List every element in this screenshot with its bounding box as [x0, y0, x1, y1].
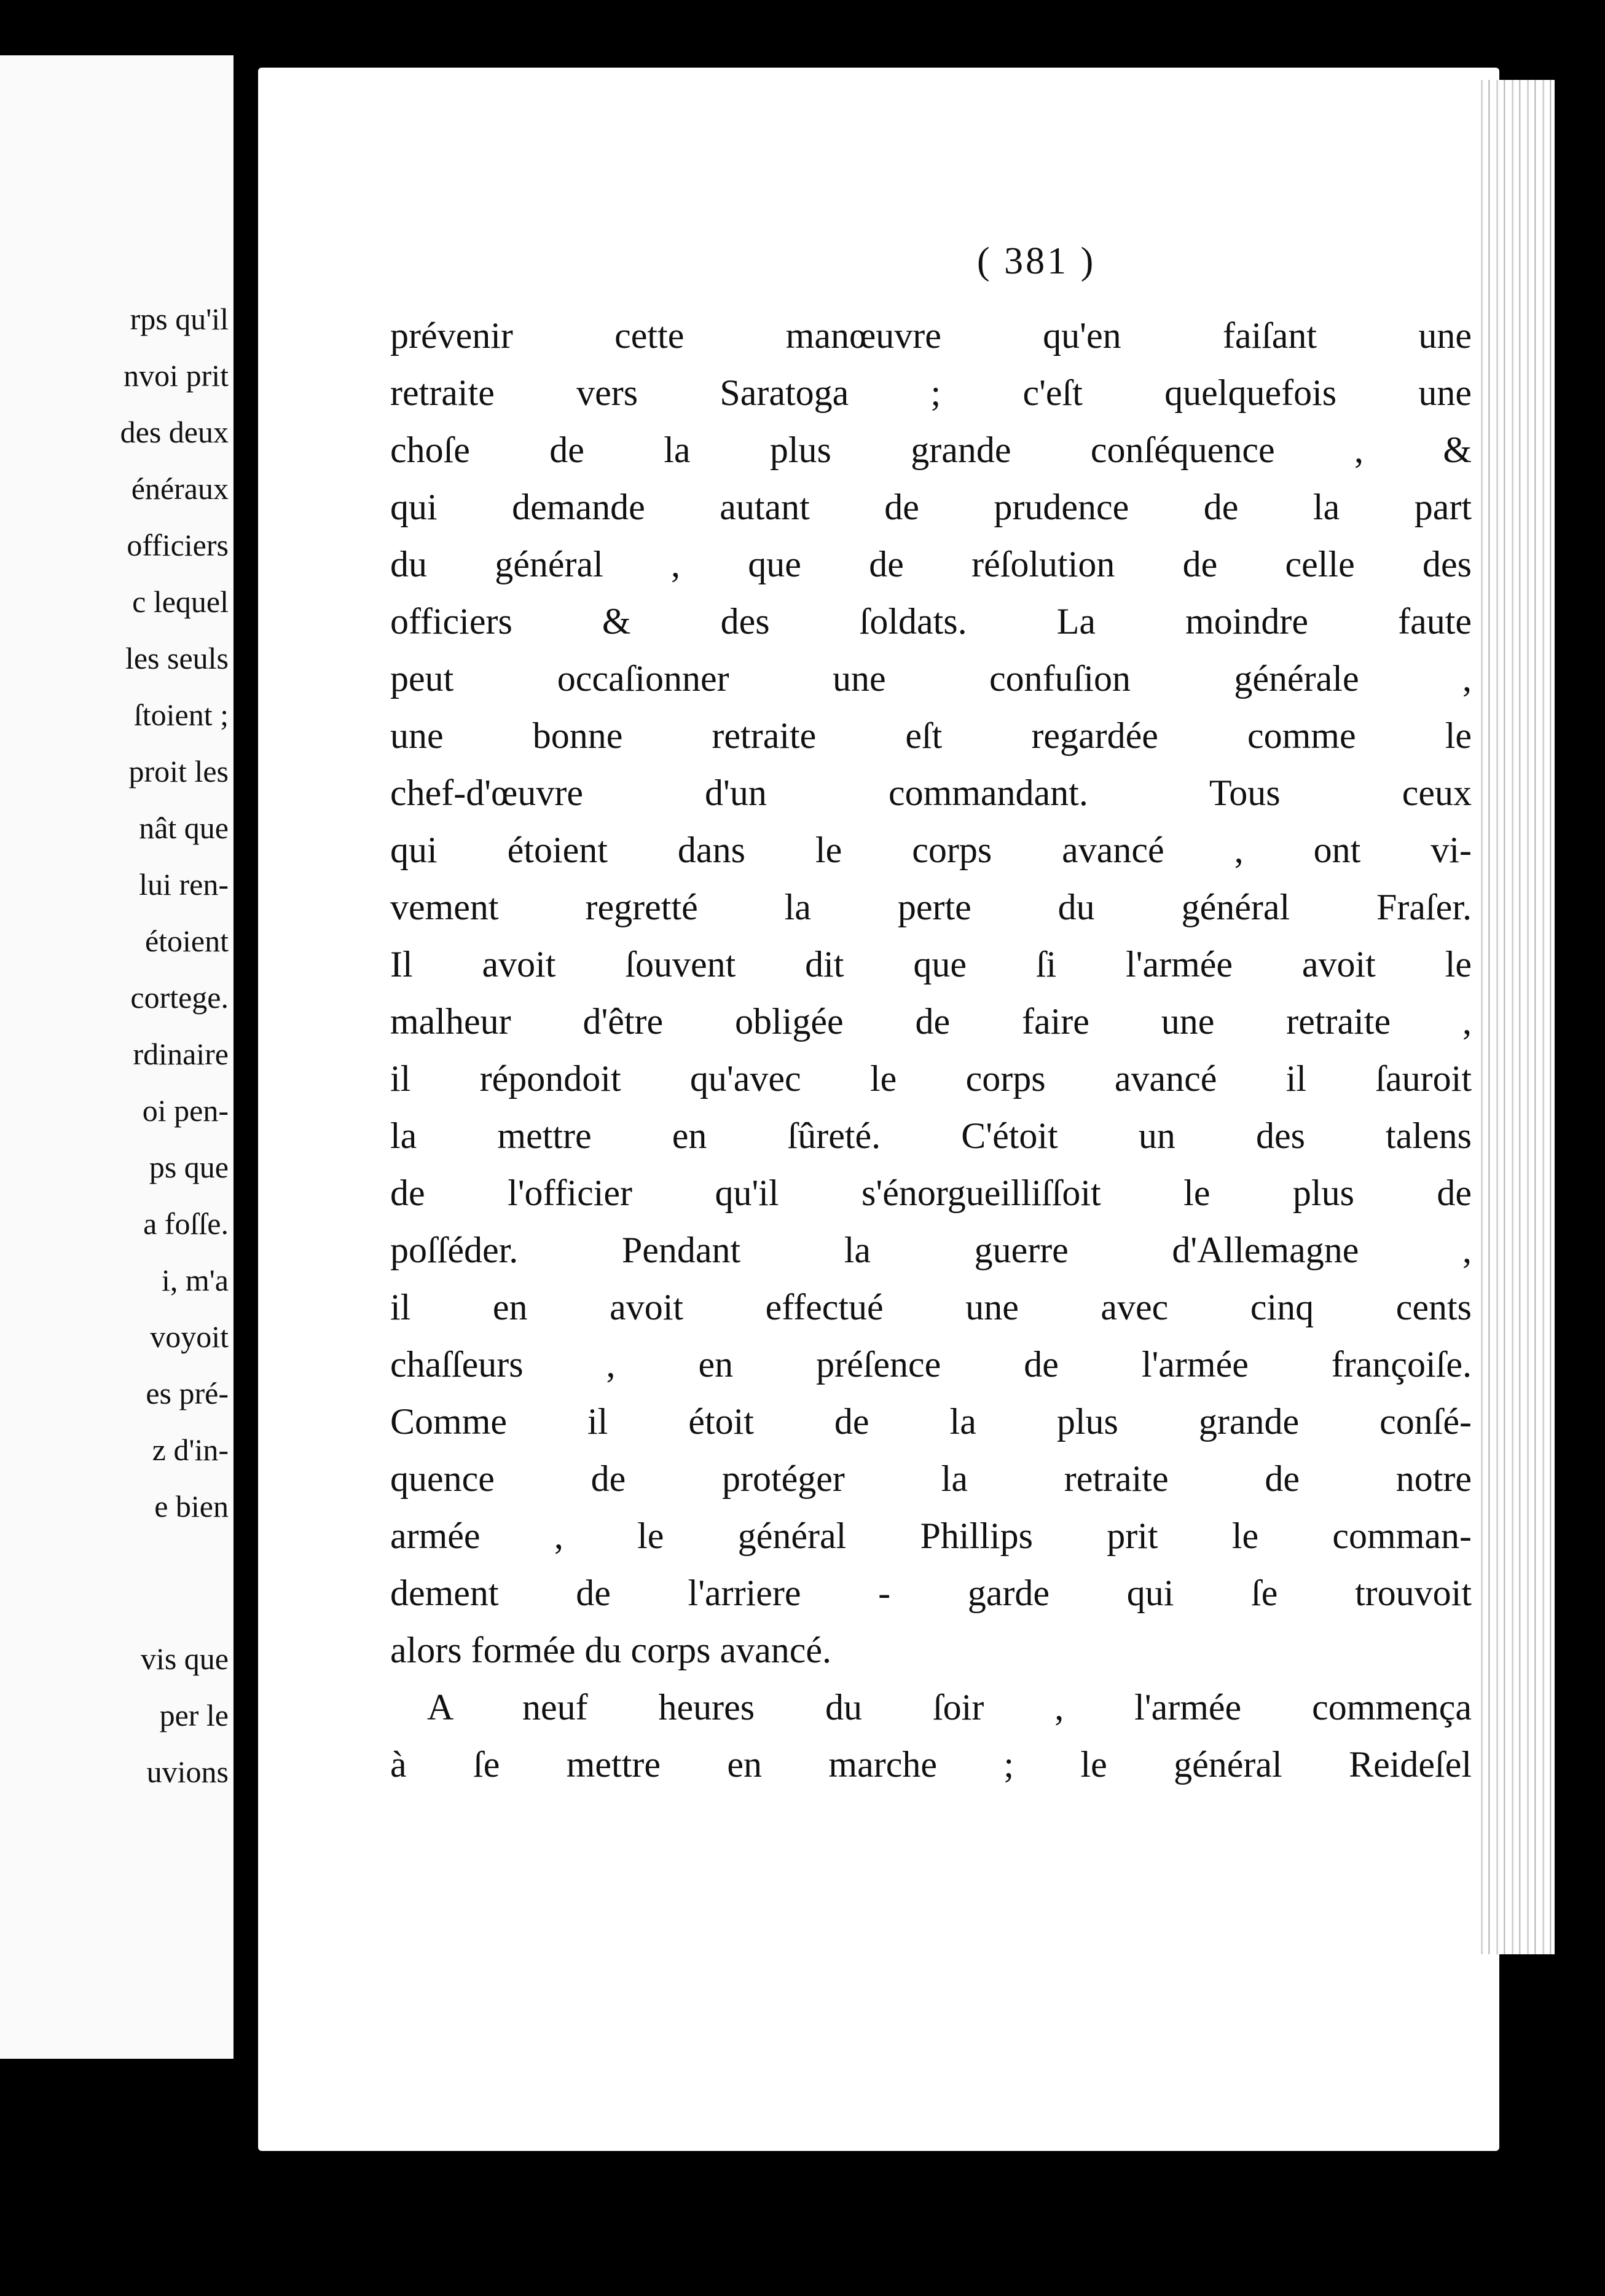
left-line: voyoit — [150, 1319, 229, 1354]
left-line: lui ren- — [139, 867, 229, 902]
text-line: prévenir cette manœuvre qu'en faiſant une — [390, 315, 1472, 356]
left-line: les seuls — [125, 641, 229, 675]
text-line: de l'officier qu'il s'énorgueilliſſoit le plus de — [390, 1173, 1472, 1213]
left-line: ps que — [149, 1150, 229, 1184]
left-line: i, m'a — [162, 1263, 229, 1297]
text-line: chef-d'œuvre d'un commandant. Tous ceux — [390, 773, 1472, 813]
left-facing-page — [0, 55, 233, 2059]
left-line: officiers — [127, 528, 229, 562]
text-line: chaſſeurs , en préſence de l'armée françoiſe. — [390, 1344, 1472, 1385]
text-line: qui étoient dans le corps avancé , ont vi- — [390, 830, 1472, 870]
text-line: quence de protéger la retraite de notre — [390, 1458, 1472, 1499]
left-line: es pré- — [146, 1376, 229, 1410]
left-line: e bien — [154, 1489, 229, 1523]
left-line: proit les — [128, 754, 229, 788]
text-line: à ſe mettre en marche ; le général Reideſel — [390, 1744, 1472, 1785]
text-line: vement regretté la perte du général Fraſer. — [390, 887, 1472, 927]
body-text — [390, 307, 1472, 1793]
right-page — [258, 68, 1499, 2151]
text-line: peut occaſionner une confuſion générale , — [390, 658, 1472, 699]
left-line: des deux — [120, 415, 229, 449]
text-line: dement de l'arriere - garde qui ſe trouvoit — [390, 1573, 1472, 1613]
left-line: rps qu'il — [130, 302, 229, 336]
text-line: A neuf heures du ſoir , l'armée commença — [427, 1687, 1472, 1728]
text-line: Il avoit ſouvent dit que ſi l'armée avoit le — [390, 944, 1472, 985]
text-line: la mettre en ſûreté. C'étoit un des talens — [390, 1115, 1472, 1156]
left-line: cortege. — [130, 980, 229, 1015]
left-line: rdinaire — [133, 1037, 229, 1071]
text-line: malheur d'être obligée de faire une retraite , — [390, 1001, 1472, 1042]
text-line: armée , le général Phillips prit le comman- — [390, 1516, 1472, 1556]
text-line: il en avoit effectué une avec cinq cents — [390, 1287, 1472, 1327]
text-line: poſſéder. Pendant la guerre d'Allemagne , — [390, 1230, 1472, 1270]
left-line: ſtoient ; — [133, 698, 229, 732]
text-line: officiers & des ſoldats. La moindre faute — [390, 601, 1472, 642]
left-line: a foſſe. — [143, 1206, 229, 1241]
text-line: il répondoit qu'avec le corps avancé il ſauroit — [390, 1058, 1472, 1099]
left-line: étoient — [144, 924, 229, 958]
left-line: nvoi prit — [124, 358, 229, 393]
text-line: qui demande autant de prudence de la part — [390, 487, 1472, 527]
text-line: retraite vers Saratoga ; c'eſt quelquefois une — [390, 372, 1472, 413]
text-line: Comme il étoit de la plus grande conſé- — [390, 1401, 1472, 1442]
left-line: c lequel — [132, 584, 229, 619]
left-line: oi pen- — [142, 1093, 229, 1128]
left-line: vis que — [140, 1641, 229, 1676]
left-line: per le — [159, 1698, 229, 1732]
page-number: ( 381 ) — [977, 240, 1096, 282]
left-line: énéraux — [131, 471, 229, 506]
page-edges — [1475, 80, 1555, 1954]
left-line: nât que — [139, 811, 229, 845]
text-line: une bonne retraite eſt regardée comme le — [390, 715, 1472, 756]
left-line: z d'in- — [152, 1433, 229, 1467]
text-line: alors formée du corps avancé. — [390, 1630, 832, 1670]
left-line: uvions — [146, 1755, 229, 1789]
text-line: du général , que de réſolution de celle des — [390, 544, 1472, 584]
text-line: choſe de la plus grande conſéquence , & — [390, 430, 1472, 470]
